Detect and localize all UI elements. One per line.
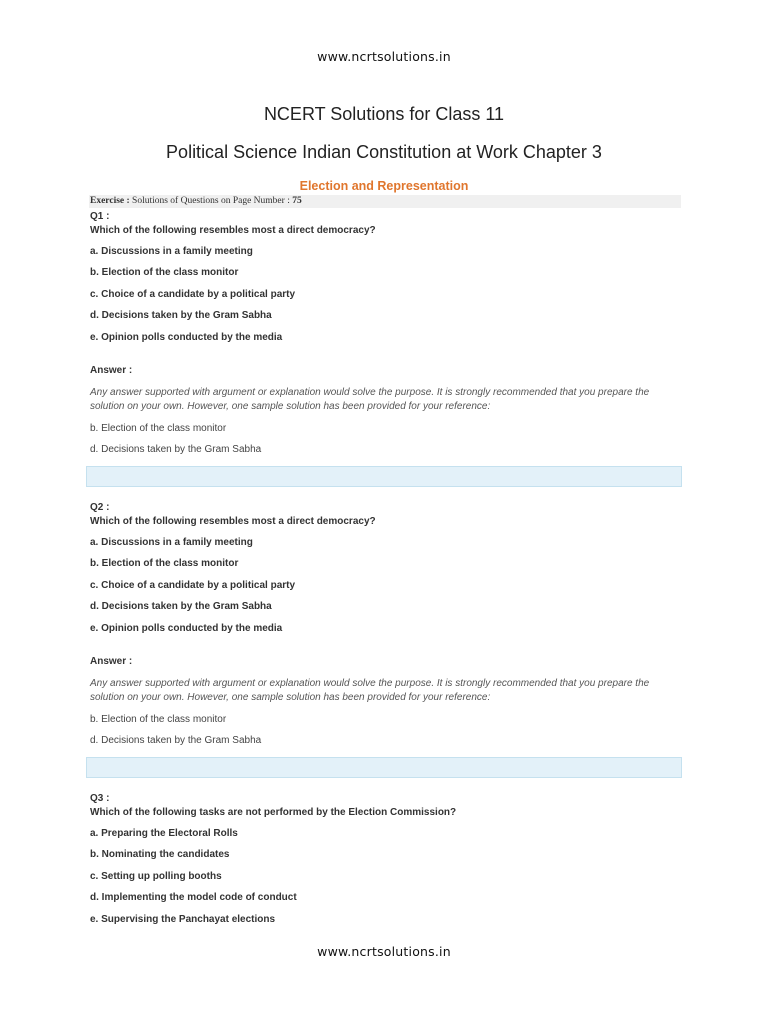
option-d: d. Implementing the model code of conduct: [90, 892, 297, 904]
question-block-2: [90, 501, 680, 755]
option-c: c. Setting up polling booths: [90, 870, 222, 882]
answer-item: d. Decisions taken by the Gram Sabha: [90, 734, 262, 746]
option-e: e. Supervising the Panchayat elections: [90, 913, 276, 925]
answer-note: Any answer supported with argument or explanation would solve the purpose. It is strongly recommended that you prepare the solution on your own. However, one sample solution has been provided for your reference:: [90, 677, 650, 703]
page-title: NCERT Solutions for Class 11: [263, 104, 505, 124]
question-text: Which of the following resembles most a direct democracy?: [90, 225, 376, 236]
option-a: a. Discussions in a family meeting: [90, 246, 253, 257]
question-text: Which of the following tasks are not performed by the Election Commission?: [90, 807, 457, 818]
exercise-page-number: 75: [292, 196, 302, 206]
question-block-1: [90, 210, 680, 464]
option-a: a. Preparing the Electoral Rolls: [90, 828, 238, 839]
section-divider: [86, 757, 682, 778]
question-number: Q2 :: [90, 502, 110, 513]
option-b: b. Election of the class monitor: [90, 267, 239, 279]
question-text: Which of the following resembles most a direct democracy?: [90, 516, 376, 527]
answer-note: Any answer supported with argument or explanation would solve the purpose. It is strongly recommended that you prepare the solution on your own. However, one sample solution has been provided for your reference:: [90, 386, 650, 412]
chapter-heading: Election and Representation: [299, 179, 469, 193]
exercise-label: Exercise :: [90, 196, 130, 206]
answer-item: b. Election of the class monitor: [90, 713, 227, 725]
option-d: d. Decisions taken by the Gram Sabha: [90, 310, 272, 322]
question-number: Q1 :: [90, 211, 110, 222]
option-c: c. Choice of a candidate by a political party: [90, 288, 296, 300]
exercise-text: Solutions of Questions on Page Number :: [132, 196, 290, 206]
option-d: d. Decisions taken by the Gram Sabha: [90, 601, 272, 613]
footer-site-url[interactable]: www.ncrtsolutions.in: [317, 944, 451, 959]
question-number: Q3 :: [90, 793, 110, 804]
option-b: b. Nominating the candidates: [90, 849, 230, 861]
option-e: e. Opinion polls conducted by the media: [90, 331, 283, 343]
option-a: a. Discussions in a family meeting: [90, 537, 253, 548]
section-divider: [86, 466, 682, 487]
page-subtitle: Political Science Indian Constitution at Work Chapter 3: [166, 142, 602, 162]
option-e: e. Opinion polls conducted by the media: [90, 622, 283, 634]
answer-label: Answer :: [90, 364, 133, 376]
answer-item: b. Election of the class monitor: [90, 422, 227, 434]
exercise-info-bar: [89, 195, 681, 208]
option-b: b. Election of the class monitor: [90, 558, 239, 570]
question-block-3: [90, 792, 680, 934]
answer-label: Answer :: [90, 655, 133, 667]
header-site-url[interactable]: www.ncrtsolutions.in: [317, 49, 451, 64]
answer-item: d. Decisions taken by the Gram Sabha: [90, 443, 262, 455]
option-c: c. Choice of a candidate by a political party: [90, 579, 296, 591]
